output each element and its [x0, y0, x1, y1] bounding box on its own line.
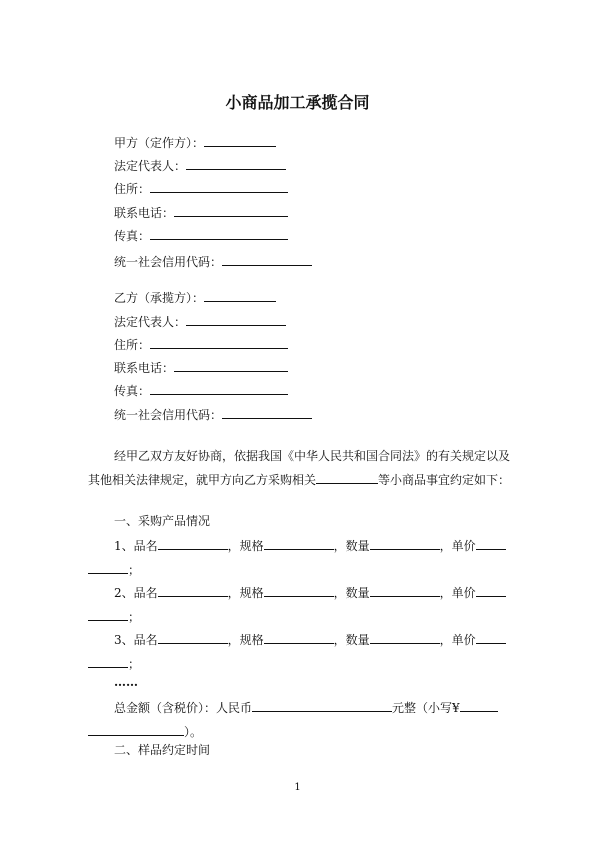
party-b-name-label: 乙方（承揽方）：	[114, 291, 205, 305]
party-b-fax-row	[114, 382, 288, 400]
party-b-credit-label: 统一社会信用代码：	[114, 408, 223, 422]
item-qty-blank[interactable]	[370, 584, 440, 597]
item-price-label: ，单价	[439, 633, 476, 647]
product-item-3	[88, 628, 508, 676]
party-b-name-row	[114, 289, 276, 307]
item-end: ；	[128, 657, 141, 671]
party-a-credit-blank[interactable]	[222, 253, 312, 266]
product-item-line	[88, 628, 508, 652]
preamble-line-2-end: 等小商品事宜约定如下：	[378, 473, 511, 487]
item-spec-blank[interactable]	[264, 537, 334, 550]
item-name-blank[interactable]	[158, 631, 228, 644]
section-1-heading: 一、采购产品情况	[114, 514, 211, 528]
item-price-blank-cont[interactable]	[88, 655, 128, 668]
party-b-address-label: 住所：	[114, 338, 151, 352]
party-a-name-label: 甲方（定作方）：	[114, 136, 205, 150]
preamble-paragraph	[88, 444, 511, 492]
party-b-address-row	[114, 336, 288, 354]
party-a-rep-row	[114, 157, 286, 175]
section-2-heading: 二、样品约定时间	[114, 743, 211, 757]
party-a-fax-row	[114, 227, 288, 245]
party-a-address-blank[interactable]	[150, 180, 288, 193]
page-number: 1	[294, 782, 301, 793]
preamble-line-2	[88, 468, 511, 492]
item-spec-label: ，规格	[227, 539, 264, 553]
item-spec-label: ，规格	[227, 586, 264, 600]
item-name-label: 3、品名	[114, 633, 158, 647]
party-a-credit-label: 统一社会信用代码：	[114, 255, 223, 269]
total-amount-line-1	[88, 696, 508, 720]
item-price-label: ，单价	[439, 586, 476, 600]
item-price-blank[interactable]	[476, 631, 506, 644]
item-spec-blank[interactable]	[264, 631, 334, 644]
preamble-line-2-start: 其他相关法律规定，就甲方向乙方采购相关	[88, 473, 317, 487]
party-b-rep-row	[114, 313, 286, 331]
party-b-phone-label: 联系电话：	[114, 361, 175, 375]
product-category-blank[interactable]	[316, 471, 378, 484]
party-a-rep-blank[interactable]	[186, 157, 286, 170]
party-a-phone-label: 联系电话：	[114, 206, 175, 220]
items-ellipsis: ……	[114, 675, 138, 689]
party-a-name-blank[interactable]	[204, 134, 276, 147]
product-item-line	[88, 534, 508, 558]
total-amount-unit: 元整（小写¥	[392, 701, 460, 715]
item-price-blank[interactable]	[476, 584, 506, 597]
product-item-line-2	[88, 605, 508, 629]
party-b-phone-row	[114, 359, 288, 377]
party-a-phone-blank[interactable]	[174, 204, 288, 217]
party-a-credit-row	[114, 253, 312, 271]
party-a-fax-label: 传真：	[114, 229, 151, 243]
party-a-rep-label: 法定代表人：	[114, 159, 187, 173]
item-price-blank[interactable]	[476, 537, 506, 550]
item-name-label: 1、品名	[114, 539, 158, 553]
party-b-name-blank[interactable]	[204, 289, 276, 302]
item-name-label: 2、品名	[114, 586, 158, 600]
total-amount-words-blank[interactable]	[252, 699, 392, 712]
item-price-blank-cont[interactable]	[88, 608, 128, 621]
party-a-address-row	[114, 180, 288, 198]
product-item-line-2	[88, 652, 508, 676]
item-end: ；	[128, 610, 141, 624]
party-b-address-blank[interactable]	[150, 336, 288, 349]
item-qty-blank[interactable]	[370, 537, 440, 550]
product-item-line	[88, 581, 508, 605]
product-item-line-2	[88, 558, 508, 582]
total-amount-end: ）。	[184, 725, 203, 739]
party-a-fax-blank[interactable]	[150, 227, 288, 240]
item-price-blank-cont[interactable]	[88, 561, 128, 574]
preamble-line-1: 经甲乙双方友好协商，依据我国《中华人民共和国合同法》的有关规定以及	[114, 449, 511, 463]
product-item-1	[88, 534, 508, 582]
party-b-credit-blank[interactable]	[222, 406, 312, 419]
party-b-phone-blank[interactable]	[174, 359, 288, 372]
party-b-rep-label: 法定代表人：	[114, 315, 187, 329]
item-end: ；	[128, 563, 141, 577]
item-qty-label: ，数量	[333, 539, 370, 553]
party-b-credit-row	[114, 406, 312, 424]
item-spec-blank[interactable]	[264, 584, 334, 597]
party-a-phone-row	[114, 204, 288, 222]
item-qty-blank[interactable]	[370, 631, 440, 644]
party-b-fax-blank[interactable]	[150, 382, 288, 395]
item-price-label: ，单价	[439, 539, 476, 553]
party-a-address-label: 住所：	[114, 182, 151, 196]
party-b-rep-blank[interactable]	[186, 313, 286, 326]
contract-title: 小商品加工承揽合同	[225, 93, 370, 112]
item-spec-label: ，规格	[227, 633, 264, 647]
total-amount-figure-blank-cont[interactable]	[88, 723, 184, 736]
party-a-name-row	[114, 134, 276, 152]
total-amount	[88, 696, 508, 744]
total-amount-figure-blank[interactable]	[460, 699, 498, 712]
item-qty-label: ，数量	[333, 633, 370, 647]
item-name-blank[interactable]	[158, 537, 228, 550]
party-b-fax-label: 传真：	[114, 384, 151, 398]
product-item-2	[88, 581, 508, 629]
item-qty-label: ，数量	[333, 586, 370, 600]
item-name-blank[interactable]	[158, 584, 228, 597]
total-amount-label: 总金额（含税价）：人民币	[114, 701, 253, 715]
